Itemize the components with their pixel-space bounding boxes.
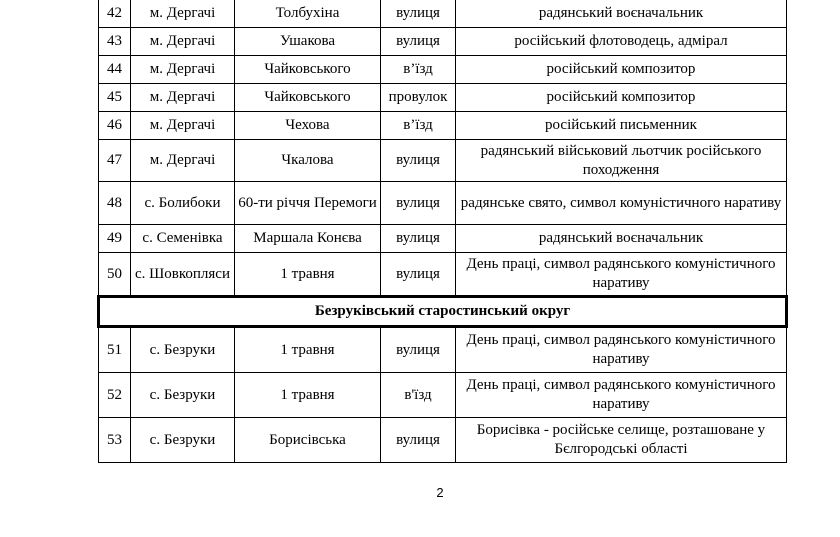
settlement-cell: м. Дергачі: [131, 56, 235, 84]
table-row: [99, 112, 787, 140]
table-row: [99, 418, 787, 463]
settlement-cell: с. Шовкопляси: [131, 253, 235, 297]
object-type-cell: провулок: [381, 84, 456, 112]
reason-cell: радянське свято, символ комуністичного наративу: [456, 182, 787, 225]
reason-cell: радянський воєначальник: [456, 225, 787, 253]
row-number: 44: [99, 56, 131, 84]
page-number: 2: [436, 485, 444, 500]
street-name-cell: Чехова: [235, 112, 381, 140]
table-row: [99, 182, 787, 225]
object-type-cell: вулиця: [381, 140, 456, 182]
settlement-cell: с. Безруки: [131, 373, 235, 418]
row-number: 46: [99, 112, 131, 140]
row-number: 45: [99, 84, 131, 112]
row-number: 51: [99, 327, 131, 373]
object-type-cell: в'їзд: [381, 373, 456, 418]
street-name-cell: 1 травня: [235, 373, 381, 418]
table-row: [99, 84, 787, 112]
object-type-cell: вулиця: [381, 327, 456, 373]
object-type-cell: в’їзд: [381, 112, 456, 140]
settlement-cell: м. Дергачі: [131, 112, 235, 140]
street-name-cell: Чайковського: [235, 56, 381, 84]
renaming-table: [97, 0, 788, 463]
settlement-cell: с. Безруки: [131, 418, 235, 463]
table-row: [99, 56, 787, 84]
object-type-cell: вулиця: [381, 0, 456, 28]
table-row: [99, 28, 787, 56]
row-number: 49: [99, 225, 131, 253]
reason-cell: російський флотоводець, адмірал: [456, 28, 787, 56]
object-type-cell: вулиця: [381, 253, 456, 297]
reason-cell: радянський воєначальник: [456, 0, 787, 28]
table-row: [99, 373, 787, 418]
reason-cell: російський композитор: [456, 56, 787, 84]
section-header-row: [99, 297, 787, 327]
row-number: 42: [99, 0, 131, 28]
settlement-cell: м. Дергачі: [131, 0, 235, 28]
settlement-cell: с. Семенівка: [131, 225, 235, 253]
street-name-cell: Чкалова: [235, 140, 381, 182]
row-number: 50: [99, 253, 131, 297]
reason-cell: радянський військовий льотчик російського походження: [456, 140, 787, 182]
settlement-cell: с. Болибоки: [131, 182, 235, 225]
object-type-cell: в’їзд: [381, 56, 456, 84]
table-row: [99, 140, 787, 182]
row-number: 47: [99, 140, 131, 182]
row-number: 48: [99, 182, 131, 225]
street-name-cell: Толбухіна: [235, 0, 381, 28]
settlement-cell: м. Дергачі: [131, 28, 235, 56]
reason-cell: російський композитор: [456, 84, 787, 112]
row-number: 43: [99, 28, 131, 56]
reason-cell: День праці, символ радянського комуністичного наративу: [456, 253, 787, 297]
reason-cell: День праці, символ радянського комуністичного наративу: [456, 373, 787, 418]
street-name-cell: Борисівська: [235, 418, 381, 463]
object-type-cell: вулиця: [381, 182, 456, 225]
street-name-cell: Маршала Конєва: [235, 225, 381, 253]
row-number: 52: [99, 373, 131, 418]
street-name-cell: 1 травня: [235, 253, 381, 297]
section-title: Безруківський старостинський округ: [99, 297, 787, 327]
settlement-cell: с. Безруки: [131, 327, 235, 373]
reason-cell: російський письменник: [456, 112, 787, 140]
object-type-cell: вулиця: [381, 225, 456, 253]
street-name-cell: Чайковського: [235, 84, 381, 112]
object-type-cell: вулиця: [381, 418, 456, 463]
table-row: [99, 327, 787, 373]
table-row: [99, 225, 787, 253]
settlement-cell: м. Дергачі: [131, 84, 235, 112]
row-number: 53: [99, 418, 131, 463]
settlement-cell: м. Дергачі: [131, 140, 235, 182]
table-row: [99, 253, 787, 297]
street-name-cell: Ушакова: [235, 28, 381, 56]
street-name-cell: 1 травня: [235, 327, 381, 373]
street-name-cell: 60-ти річчя Перемоги: [235, 182, 381, 225]
reason-cell: День праці, символ радянського комуністичного наративу: [456, 327, 787, 373]
table-row: [99, 0, 787, 28]
object-type-cell: вулиця: [381, 28, 456, 56]
reason-cell: Борисівка - російське селище, розташоване у Бєлгородські області: [456, 418, 787, 463]
